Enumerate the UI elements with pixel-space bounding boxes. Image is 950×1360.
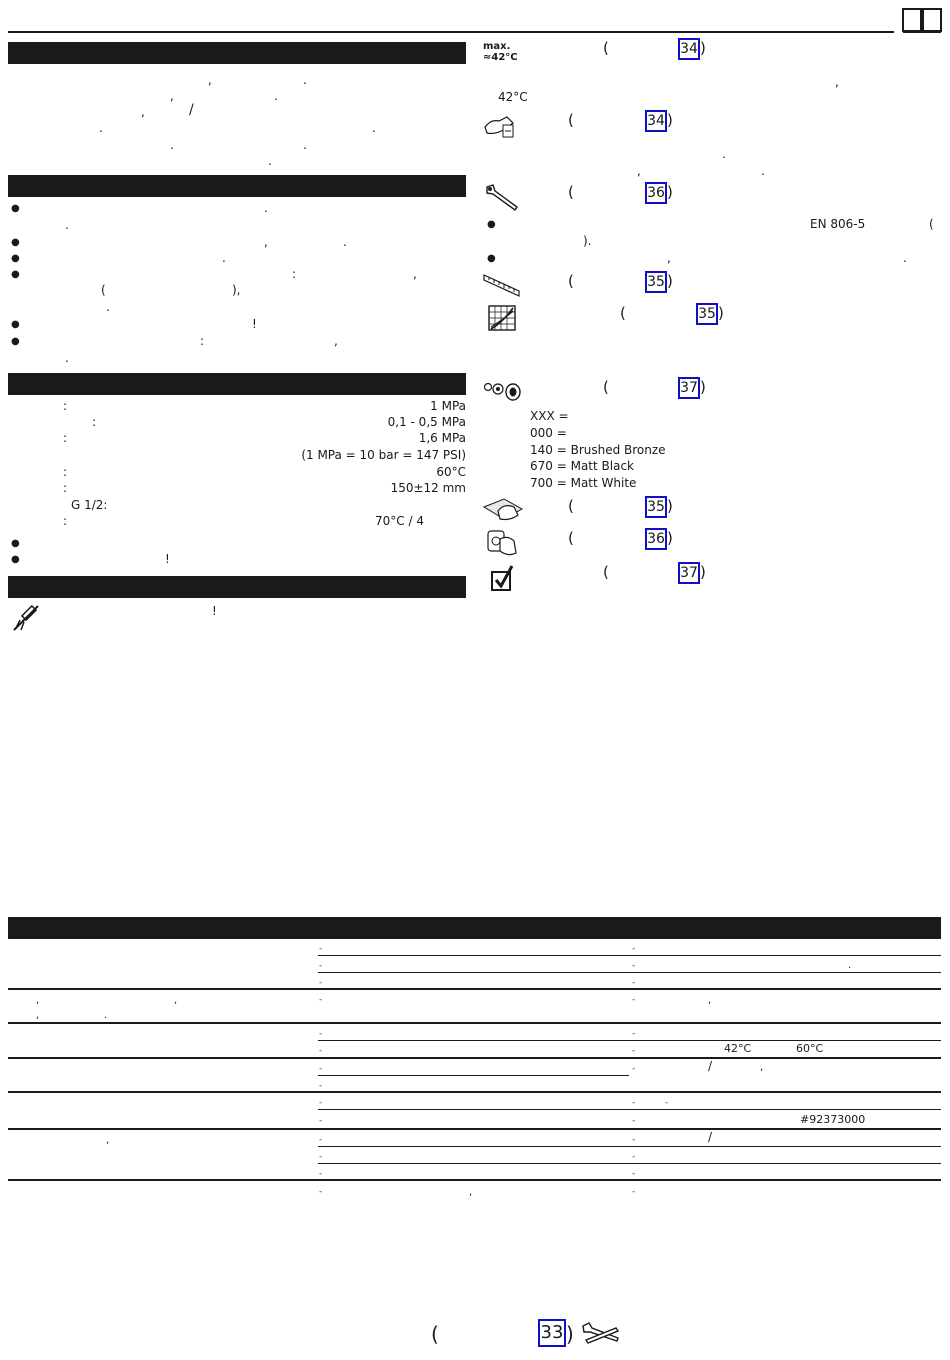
punct: ! (165, 552, 170, 566)
cause-dash: - (319, 1046, 323, 1056)
header-rule (8, 31, 894, 33)
row-divider (318, 1040, 941, 1041)
tools-icon (580, 1320, 622, 1346)
color-code: 700 = Matt White (530, 476, 637, 490)
punct: ( (101, 283, 106, 297)
punct: , (667, 251, 671, 265)
group-divider (8, 1179, 941, 1181)
paren-open: ( (620, 304, 626, 322)
paren-open: ( (603, 563, 609, 581)
paren-open: ( (568, 497, 574, 515)
spec-colon: : (63, 514, 68, 528)
spec-pressure-rec: 0,1 - 0,5 MPa (387, 415, 466, 429)
remedy-dash: - (632, 1187, 636, 1197)
row-divider (318, 972, 941, 973)
punct: , (708, 995, 712, 1006)
table-header-bar (8, 917, 941, 939)
footer-paren-close: ) (566, 1322, 574, 1346)
spec-pressure-max: 1 MPa (430, 399, 466, 413)
group-divider (8, 1128, 941, 1130)
spec-hot-water: 60°C (436, 465, 466, 479)
group-divider (8, 1057, 941, 1059)
measuring-ruler-icon (483, 273, 521, 297)
remedy-dash: - (632, 1064, 636, 1074)
max-label: max. (483, 41, 511, 52)
paren-close: ) (667, 183, 673, 201)
table-temp-42: 42°C (724, 1042, 752, 1055)
punct: . (170, 138, 174, 152)
wrench-icon (483, 183, 521, 211)
remedy-dash: - (632, 961, 636, 971)
caulk-gun-icon (12, 602, 42, 632)
bullet: ● (487, 253, 496, 264)
punct: . (343, 235, 347, 249)
spec-colon: : (63, 481, 68, 495)
paren-open: ( (568, 272, 574, 290)
color-code: 000 = (530, 426, 567, 440)
remedy-dash: - (632, 944, 636, 954)
part-number: #92373000 (800, 1113, 866, 1126)
punct: . (222, 251, 226, 265)
punct: ), (232, 283, 241, 297)
punct: . (848, 960, 852, 971)
punct: , (208, 73, 212, 87)
punct: , (36, 995, 40, 1006)
punct: . (903, 251, 907, 265)
paren-open: ( (603, 39, 609, 57)
punct: , (637, 164, 641, 178)
spec-colon: : (63, 399, 68, 413)
spec-colon: : (92, 415, 97, 429)
spec-colon: : (63, 431, 68, 445)
hand-on-shower-icon (483, 113, 517, 141)
punct: / (708, 1130, 713, 1144)
color-code: 670 = Matt Black (530, 459, 634, 473)
paren-close: ) (667, 529, 673, 547)
punct: , (334, 334, 338, 348)
punct: / (708, 1059, 713, 1073)
bullet: ● (11, 269, 20, 280)
section-header-bar (8, 576, 466, 598)
punct: , (835, 75, 839, 89)
paren-open: ( (603, 378, 609, 396)
bullet: ● (11, 336, 20, 347)
table-temp-60: 60°C (796, 1042, 824, 1055)
punct: . (99, 121, 103, 135)
punct: ! (252, 317, 257, 331)
cause-dash: - (319, 944, 323, 954)
page-ref-34[interactable]: 34 (645, 110, 667, 132)
punct: , (174, 995, 178, 1006)
page-ref-33[interactable]: 33 (538, 1319, 566, 1347)
page-ref-35[interactable]: 35 (645, 271, 667, 293)
paren-close: ) (700, 563, 706, 581)
punct: ( (929, 217, 934, 231)
paren-close: ) (667, 497, 673, 515)
paren-open: ( (568, 529, 574, 547)
cause-dash: - (319, 1187, 323, 1197)
spare-parts-icon (483, 377, 523, 403)
flow-diagram-icon (488, 305, 516, 331)
section-header-bar (8, 373, 466, 395)
bullet: ● (11, 253, 20, 264)
group-divider (8, 988, 941, 990)
page-ref-35[interactable]: 35 (645, 496, 667, 518)
punct: . (65, 218, 69, 232)
punct: . (264, 201, 268, 215)
punct: . (104, 1010, 108, 1021)
punct: : (200, 334, 205, 348)
row-divider (318, 1163, 941, 1164)
cause-dash: - (319, 1029, 323, 1039)
remedy-dash: - (632, 1169, 636, 1179)
cause-dash: - (319, 1152, 323, 1162)
punct: . (303, 138, 307, 152)
bullet: ● (11, 237, 20, 248)
spec-disinfection: 70°C / 4 (375, 514, 424, 528)
paren-open: ( (568, 111, 574, 129)
paren-close: ) (667, 111, 673, 129)
paren-close: ) (667, 272, 673, 290)
cause-dash: - (319, 1169, 323, 1179)
cause-dash: - (319, 1064, 323, 1074)
cause-dash: - (319, 1098, 323, 1108)
bullet: ● (11, 203, 20, 214)
color-code: XXX = (530, 409, 569, 423)
checkmark-icon (490, 564, 516, 592)
punct: , (106, 1135, 110, 1146)
spec-colon: : (63, 465, 68, 479)
group-divider (8, 1022, 941, 1024)
book-icon (902, 8, 942, 34)
punct: ). (583, 234, 592, 248)
remedy-dash: - (632, 978, 636, 988)
cause-dash: - (319, 978, 323, 988)
bullet: ● (487, 219, 496, 230)
punct: . (372, 121, 376, 135)
max-temp-icon (483, 41, 533, 63)
spec-conversion: (1 MPa = 10 bar = 147 PSI) (301, 448, 466, 462)
spec-thread: G 1/2: (71, 498, 108, 512)
temp-42: 42°C (498, 90, 528, 104)
remedy-dash: - (632, 1046, 636, 1056)
footer-paren-open: ( (431, 1322, 439, 1346)
row-divider (318, 1146, 941, 1147)
punct: : (292, 267, 297, 281)
cause-dash: - (319, 961, 323, 971)
punct: / (189, 102, 194, 118)
group-divider (8, 1091, 941, 1093)
remedy-dash: - (632, 1152, 636, 1162)
max-temp-label: ≈42°C (483, 52, 518, 63)
paren-open: ( (568, 183, 574, 201)
page-ref-34[interactable]: 34 (678, 38, 700, 60)
remedy-dash: - (632, 995, 636, 1005)
spec-pressure-test: 1,6 MPa (418, 431, 466, 445)
bullet: ● (11, 319, 20, 330)
install-warning: ! (212, 604, 217, 618)
cause-dash: - (319, 1135, 323, 1145)
bullet: ● (11, 554, 20, 565)
cleaning-cloth-icon (482, 497, 524, 523)
page-ref-36[interactable]: 36 (645, 182, 667, 204)
punct: , (264, 235, 268, 249)
remedy-dash: - (632, 1135, 636, 1145)
punct: . (65, 351, 69, 365)
page-ref-35[interactable]: 35 (696, 303, 718, 325)
punct: , (760, 1062, 764, 1073)
cause-dash: - (319, 1081, 323, 1091)
paren-close: ) (700, 39, 706, 57)
punct: , (141, 105, 145, 119)
punct: , (170, 89, 174, 103)
section-header-bar (8, 175, 466, 197)
punct: . (722, 147, 726, 161)
section-header-bar (8, 42, 466, 64)
paren-close: ) (700, 378, 706, 396)
remedy-dash: - (632, 1098, 636, 1108)
remedy-dash: - (632, 1116, 636, 1126)
punct: . (274, 89, 278, 103)
row-divider (318, 955, 941, 956)
inline-dash: - (665, 1098, 669, 1108)
punct: , (469, 1187, 473, 1198)
page-ref-37[interactable]: 37 (678, 562, 700, 584)
bullet: ● (11, 538, 20, 549)
row-divider (318, 1075, 629, 1076)
punct: . (106, 300, 110, 314)
spec-connection: 150±12 mm (390, 481, 466, 495)
page-ref-36[interactable]: 36 (645, 528, 667, 550)
punct: . (268, 154, 272, 168)
service-hand-icon (486, 527, 518, 557)
punct: . (303, 73, 307, 87)
en-standard: EN 806-5 (810, 217, 866, 231)
remedy-dash: - (632, 1029, 636, 1039)
punct: . (761, 164, 765, 178)
cause-dash: - (319, 1116, 323, 1126)
punct: , (36, 1010, 40, 1021)
paren-close: ) (718, 304, 724, 322)
page-ref-37[interactable]: 37 (678, 377, 700, 399)
row-divider (318, 1109, 941, 1110)
punct: , (413, 267, 417, 281)
color-code: 140 = Brushed Bronze (530, 443, 666, 457)
cause-dash: - (319, 995, 323, 1005)
